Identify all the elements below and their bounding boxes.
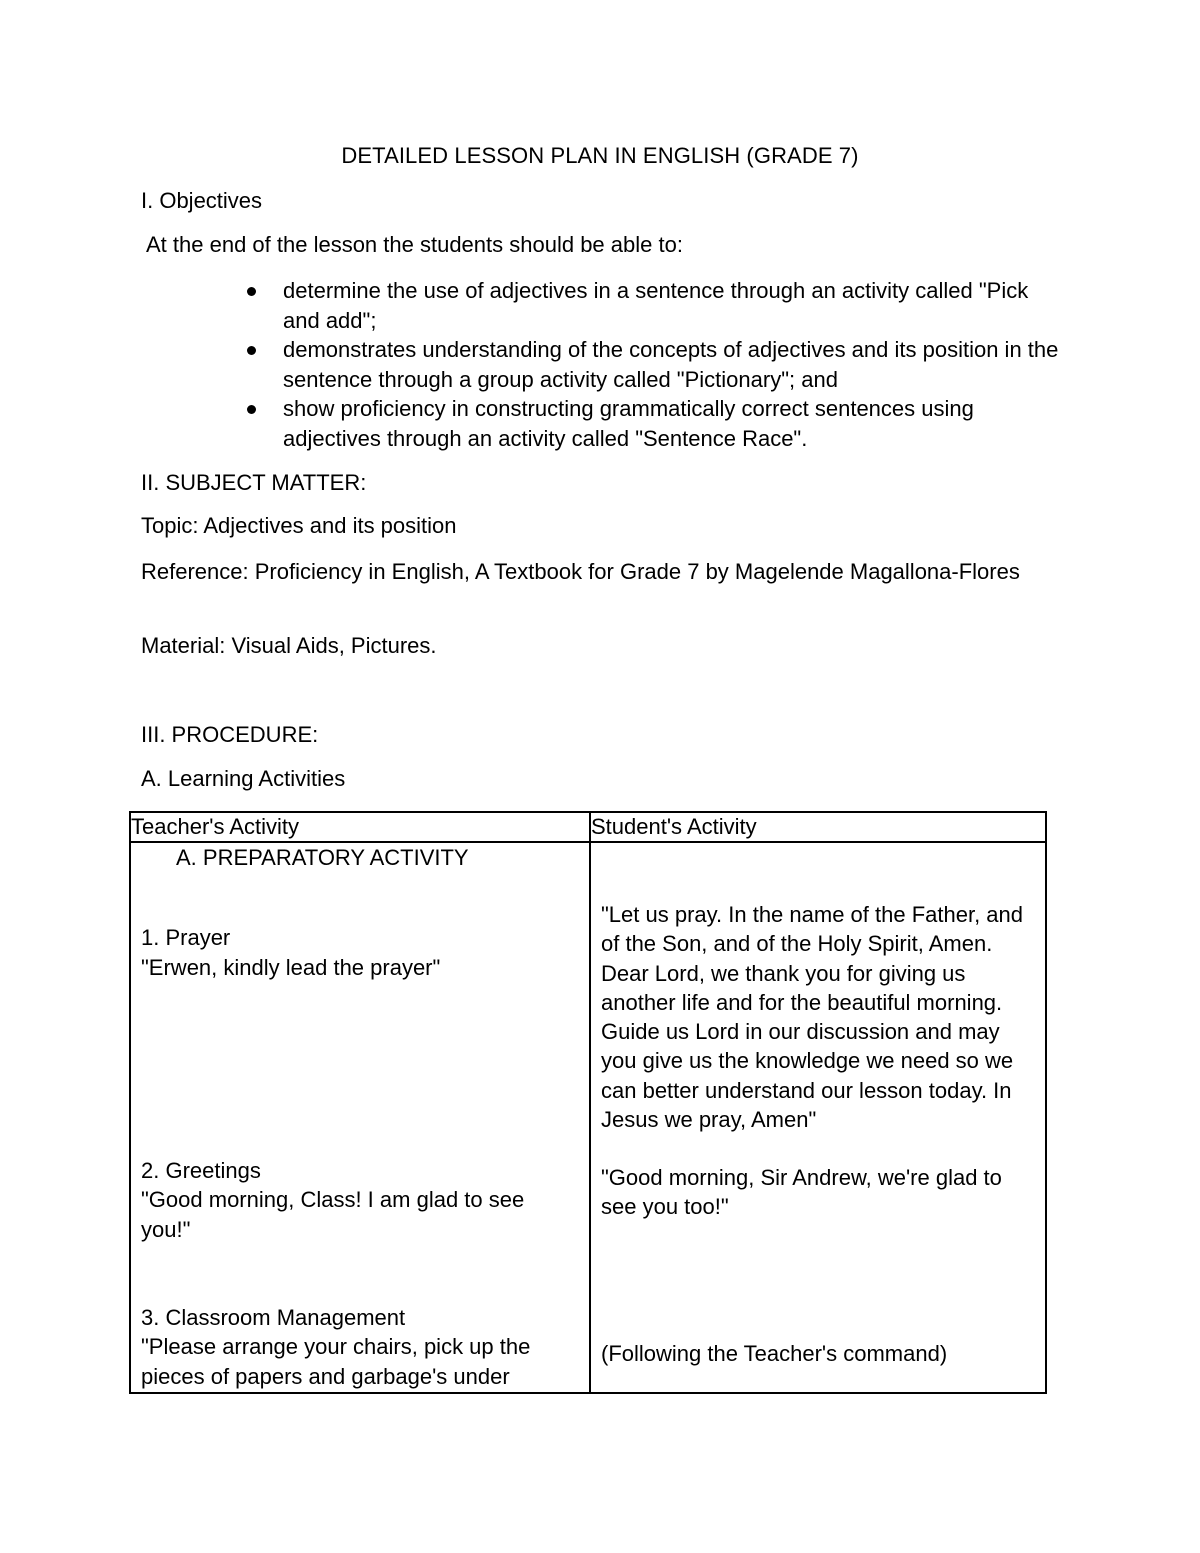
document-title: DETAILED LESSON PLAN IN ENGLISH (GRADE 7) — [341, 143, 859, 168]
classroom-management-teacher-line: "Please arrange your chairs, pick up the pieces of papers and garbage's under — [141, 1334, 531, 1389]
learning-activities-heading: A. Learning Activities — [141, 766, 346, 791]
reference-line: Reference: Proficiency in English, A Textbook for Grade 7 by Magelende Magallona-Flores — [141, 559, 1020, 584]
prayer-student-response: "Let us pray. In the name of the Father, and of the Son, and of the Holy Spirit, Amen. Dear Lord, we thank you for giving us another life and for the beautiful morning. Guide us Lord in our discussion and may you give us the knowledge we need so we can better understand our lesson today. In Jesus we pray, Amen" — [601, 902, 1023, 1133]
classroom-management-title: 3. Classroom Management — [141, 1305, 406, 1330]
learning-activities-table — [129, 811, 1047, 1394]
objectives-intro: At the end of the lesson the students should be able to: — [146, 232, 683, 257]
objective-item: determine the use of adjectives in a sentence through an activity called "Pick and add"; — [141, 276, 1061, 335]
table-header-row — [130, 812, 1046, 842]
prayer-title: 1. Prayer — [141, 925, 231, 950]
student-activity-cell — [590, 842, 1046, 1393]
greetings-teacher-line: "Good morning, Class! I am glad to see you!" — [141, 1187, 525, 1242]
prayer-teacher-line: "Erwen, kindly lead the prayer" — [141, 955, 441, 980]
preparatory-activity-label: A. PREPARATORY ACTIVITY — [176, 845, 469, 870]
procedure-heading: III. PROCEDURE: — [141, 722, 319, 747]
objective-item: show proficiency in constructing grammatically correct sentences using adjectives through an activity called "Sentence Race". — [141, 394, 1061, 453]
teacher-activity-cell — [130, 842, 590, 1393]
topic-line: Topic: Adjectives and its position — [141, 513, 457, 538]
student-activity-header: Student's Activity — [590, 812, 1046, 842]
greetings-title: 2. Greetings — [141, 1158, 261, 1183]
subject-matter-heading: II. SUBJECT MATTER: — [141, 470, 367, 495]
table-body-row — [130, 842, 1046, 1393]
objective-item: demonstrates understanding of the concepts of adjectives and its position in the sentence through a group activity called "Pictionary"; and — [141, 335, 1061, 394]
material-line: Material: Visual Aids, Pictures. — [141, 633, 437, 658]
teacher-activity-header: Teacher's Activity — [130, 812, 590, 842]
classroom-management-student-response: (Following the Teacher's command) — [601, 1341, 948, 1366]
greetings-student-response: "Good morning, Sir Andrew, we're glad to see you too!" — [601, 1165, 1002, 1220]
objectives-heading: I. Objectives — [141, 188, 263, 213]
objectives-list — [141, 276, 1061, 453]
